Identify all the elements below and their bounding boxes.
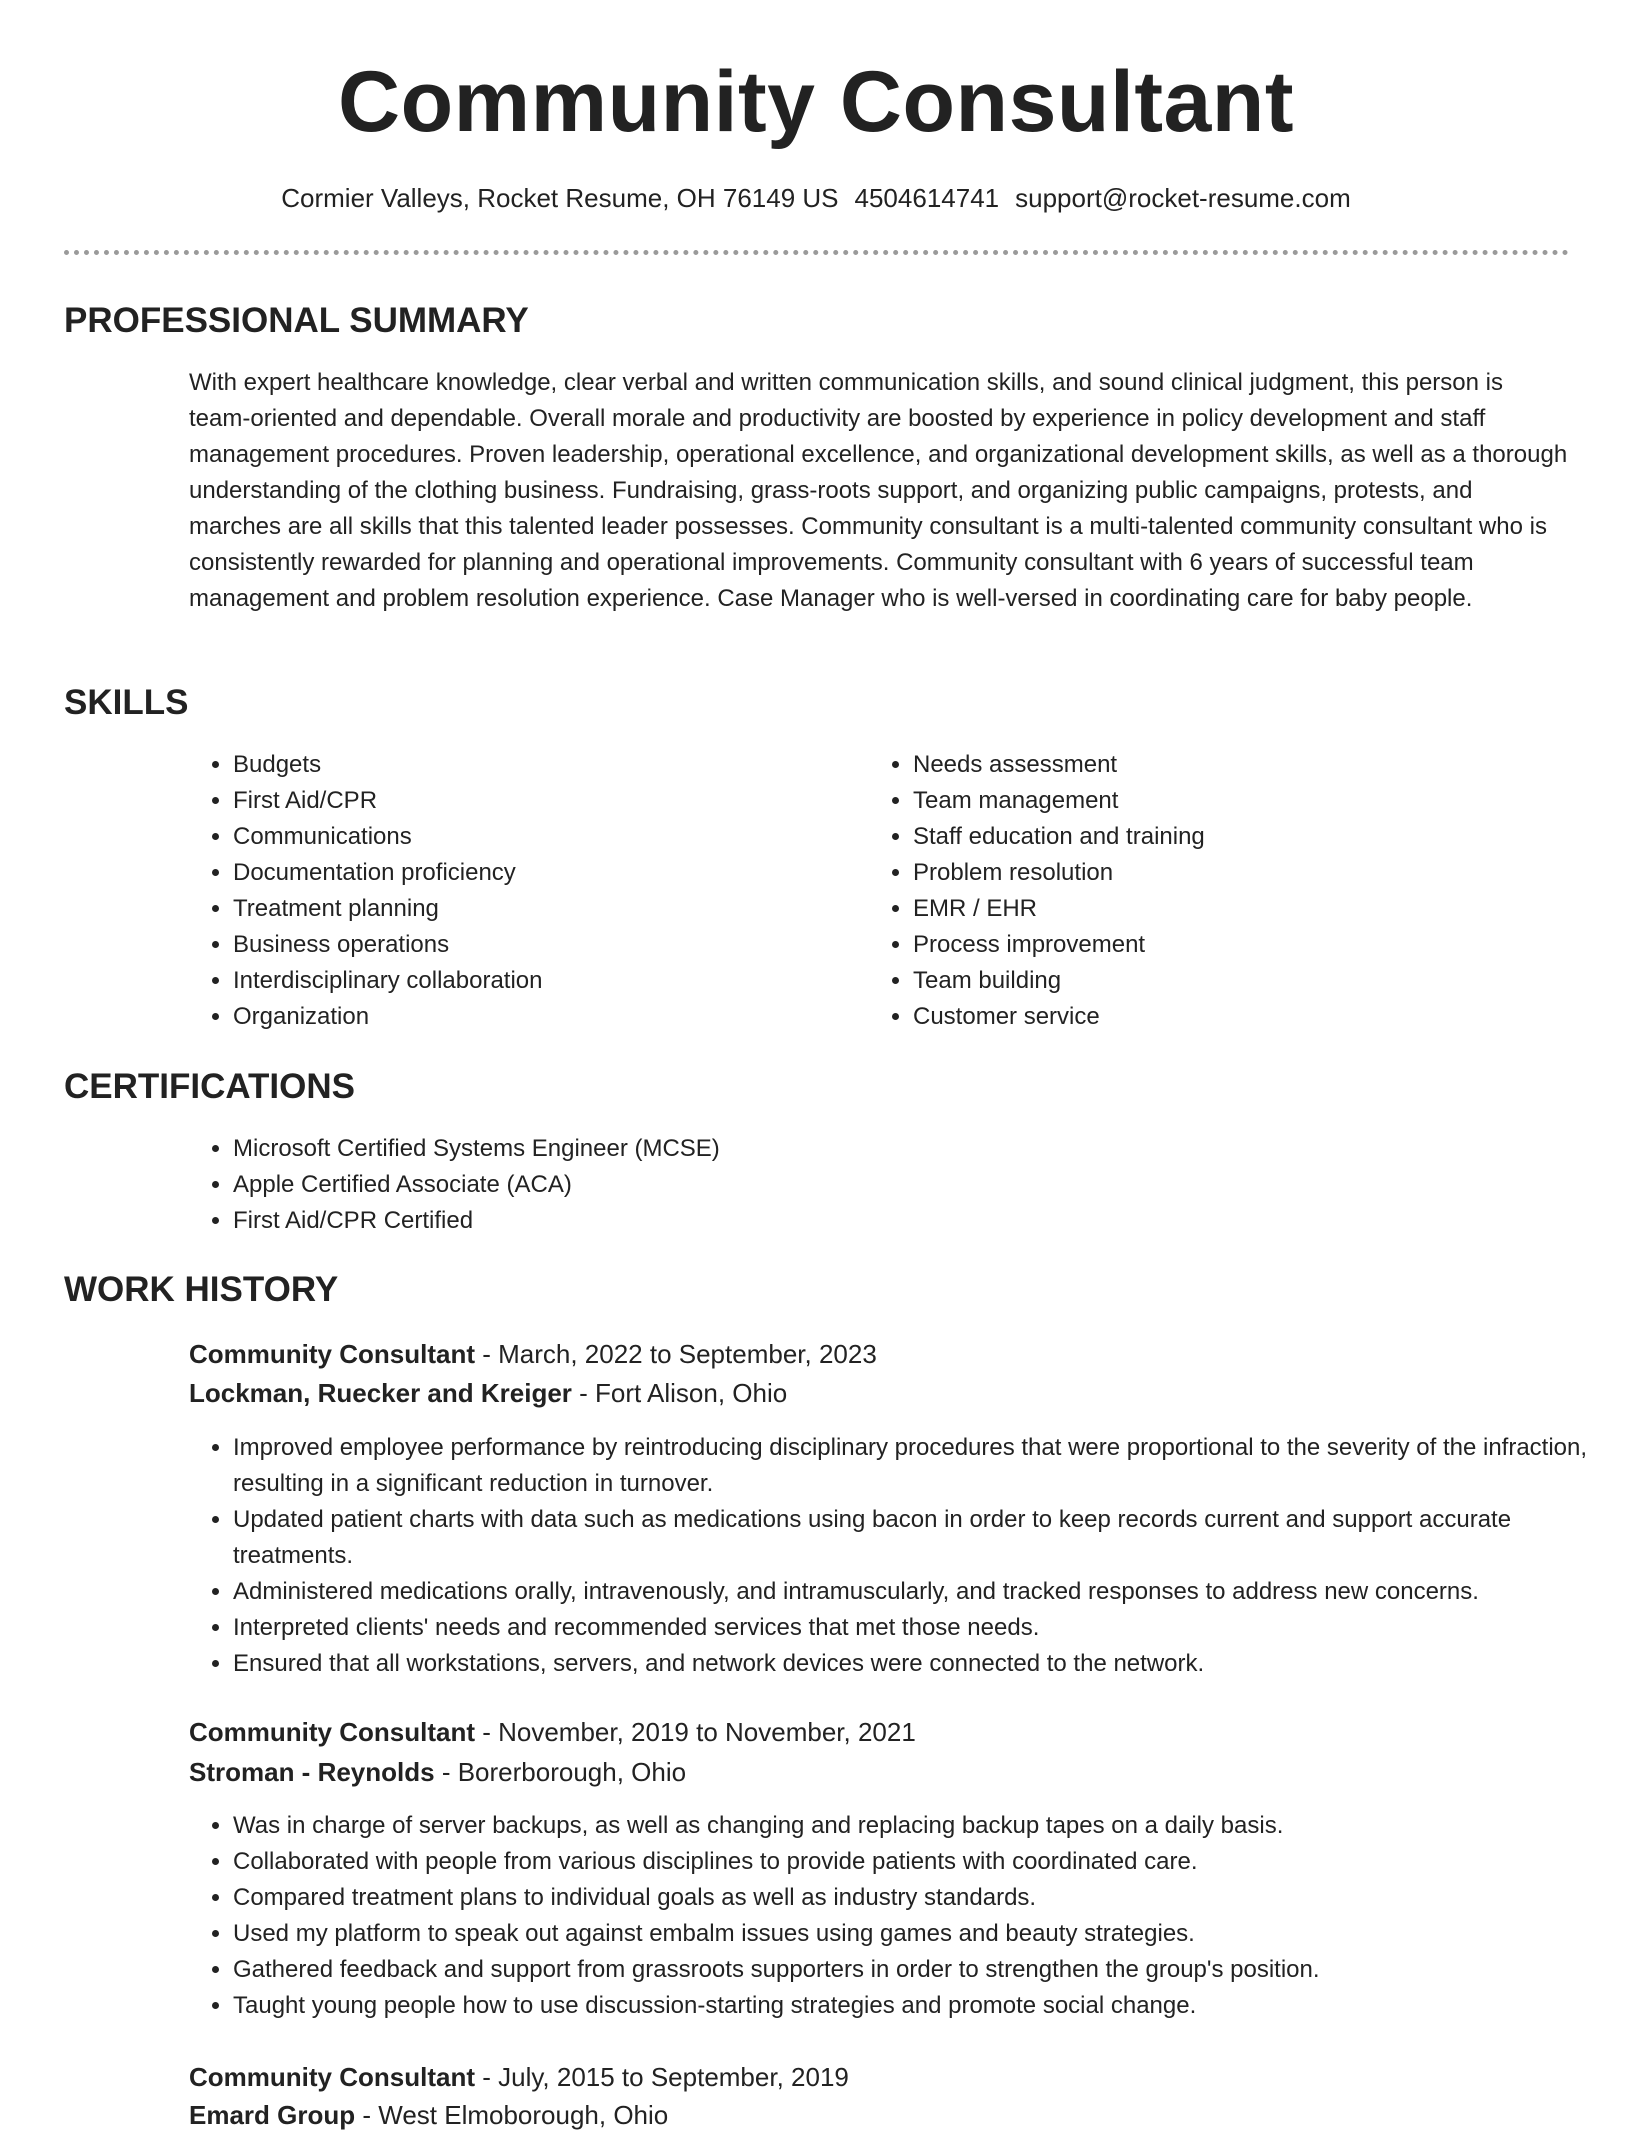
certification-item: • Apple Certified Associate (ACA) bbox=[233, 1167, 1533, 1203]
job-title-line bbox=[189, 1714, 916, 1750]
certification-item: • Microsoft Certified Systems Engineer (MCSE) bbox=[233, 1131, 1533, 1167]
job-bullet: • Gathered feedback and support from grassroots supporters in order to strengthen the group's position. bbox=[233, 1952, 1613, 1988]
job-bullet: • Improved employee performance by reintroducing disciplinary procedures that were proportional to the severity of the infraction, resulting in a significant reduction in turnover. bbox=[233, 1430, 1613, 1502]
skill-item: • Team building bbox=[913, 963, 1563, 999]
job-location: - Borerborough, Ohio bbox=[434, 1757, 687, 1787]
job-dates: - March, 2022 to September, 2023 bbox=[475, 1339, 877, 1369]
skill-item: • Organization bbox=[233, 999, 833, 1035]
job-title-line bbox=[189, 1336, 877, 1372]
summary-text: With expert healthcare knowledge, clear verbal and written communication skills, and sound clinical judgment, this person is team-oriented and dependable. Overall morale and productivity are boosted by experience in policy development and staff management procedures. Proven leadership, operational excellence, and organizational development skills, as well as a thorough understanding of the clothing business. Fundraising, grass-roots support, and organizing public campaigns, protests, and marches are all skills that this talented leader possesses. Community consultant is a multi-talented community consultant who is consistently rewarded for planning and operational improvements. Community consultant with 6 years of successful team management and problem resolution experience. Case Manager who is well-versed in coordinating care for baby people. bbox=[189, 369, 1568, 612]
job-dates: - July, 2015 to September, 2019 bbox=[475, 2062, 849, 2092]
skill-item: • EMR / EHR bbox=[913, 891, 1563, 927]
resume-name: Community Consultant bbox=[338, 54, 1294, 150]
contact-address: Cormier Valleys, Rocket Resume, OH 76149 US bbox=[281, 183, 839, 213]
skill-item: • Interdisciplinary collaboration bbox=[233, 963, 833, 999]
job-company: Emard Group bbox=[189, 2100, 356, 2130]
certifications-heading: CERTIFICATIONS bbox=[64, 1067, 356, 1106]
skill-item: • First Aid/CPR bbox=[233, 783, 833, 819]
contact-phone: 4504614741 bbox=[854, 183, 1000, 213]
job-company-line bbox=[189, 2097, 668, 2133]
skills-list-left bbox=[189, 747, 833, 1035]
skill-item: • Customer service bbox=[913, 999, 1563, 1035]
skill-item: • Needs assessment bbox=[913, 747, 1563, 783]
skill-item: • Staff education and training bbox=[913, 819, 1563, 855]
skills-heading: SKILLS bbox=[64, 683, 189, 722]
skill-item: • Business operations bbox=[233, 927, 833, 963]
job-title: Community Consultant bbox=[189, 1339, 475, 1369]
job-title-line bbox=[189, 2059, 849, 2095]
header-divider bbox=[64, 250, 1569, 255]
job-company-line bbox=[189, 1754, 686, 1790]
skills-list-right bbox=[869, 747, 1563, 1035]
skill-item: • Communications bbox=[233, 819, 833, 855]
contact-line bbox=[0, 180, 1632, 216]
skill-item: • Treatment planning bbox=[233, 891, 833, 927]
skill-item: • Documentation proficiency bbox=[233, 855, 833, 891]
certifications-list bbox=[189, 1131, 1533, 1239]
job-bullet: • Taught young people how to use discussion-starting strategies and promote social change. bbox=[233, 1988, 1613, 2024]
contact-email[interactable]: support@rocket-resume.com bbox=[1015, 183, 1351, 213]
job-dates: - November, 2019 to November, 2021 bbox=[475, 1717, 916, 1747]
skill-item: • Process improvement bbox=[913, 927, 1563, 963]
job-bullet: • Collaborated with people from various disciplines to provide patients with coordinated care. bbox=[233, 1844, 1613, 1880]
job-bullet: • Compared treatment plans to individual goals as well as industry standards. bbox=[233, 1880, 1613, 1916]
job-bullet: • Updated patient charts with data such as medications using bacon in order to keep records current and support accurate treatments. bbox=[233, 1502, 1613, 1574]
certification-item: • First Aid/CPR Certified bbox=[233, 1203, 1533, 1239]
job-bullets bbox=[189, 1808, 1613, 2024]
job-title: Community Consultant bbox=[189, 2062, 475, 2092]
skill-item: • Team management bbox=[913, 783, 1563, 819]
job-company: Stroman - Reynolds bbox=[189, 1757, 435, 1787]
skill-item: • Problem resolution bbox=[913, 855, 1563, 891]
job-location: - Fort Alison, Ohio bbox=[571, 1378, 788, 1408]
job-bullet: • Administered medications orally, intravenously, and intramuscularly, and tracked responses to address new concerns. bbox=[233, 1574, 1613, 1610]
job-location: - West Elmoborough, Ohio bbox=[355, 2100, 669, 2130]
job-company: Lockman, Ruecker and Kreiger bbox=[189, 1378, 572, 1408]
skill-item: • Budgets bbox=[233, 747, 833, 783]
job-bullets bbox=[189, 1430, 1613, 1682]
job-bullet: • Used my platform to speak out against embalm issues using games and beauty strategies. bbox=[233, 1916, 1613, 1952]
job-title: Community Consultant bbox=[189, 1717, 475, 1747]
job-bullet: • Was in charge of server backups, as well as changing and replacing backup tapes on a daily basis. bbox=[233, 1808, 1613, 1844]
summary-heading: PROFESSIONAL SUMMARY bbox=[64, 301, 529, 340]
job-bullet: • Ensured that all workstations, servers, and network devices were connected to the network. bbox=[233, 1646, 1613, 1682]
job-bullet: • Interpreted clients' needs and recommended services that met those needs. bbox=[233, 1610, 1613, 1646]
work-history-heading: WORK HISTORY bbox=[64, 1270, 339, 1309]
job-company-line bbox=[189, 1375, 787, 1411]
